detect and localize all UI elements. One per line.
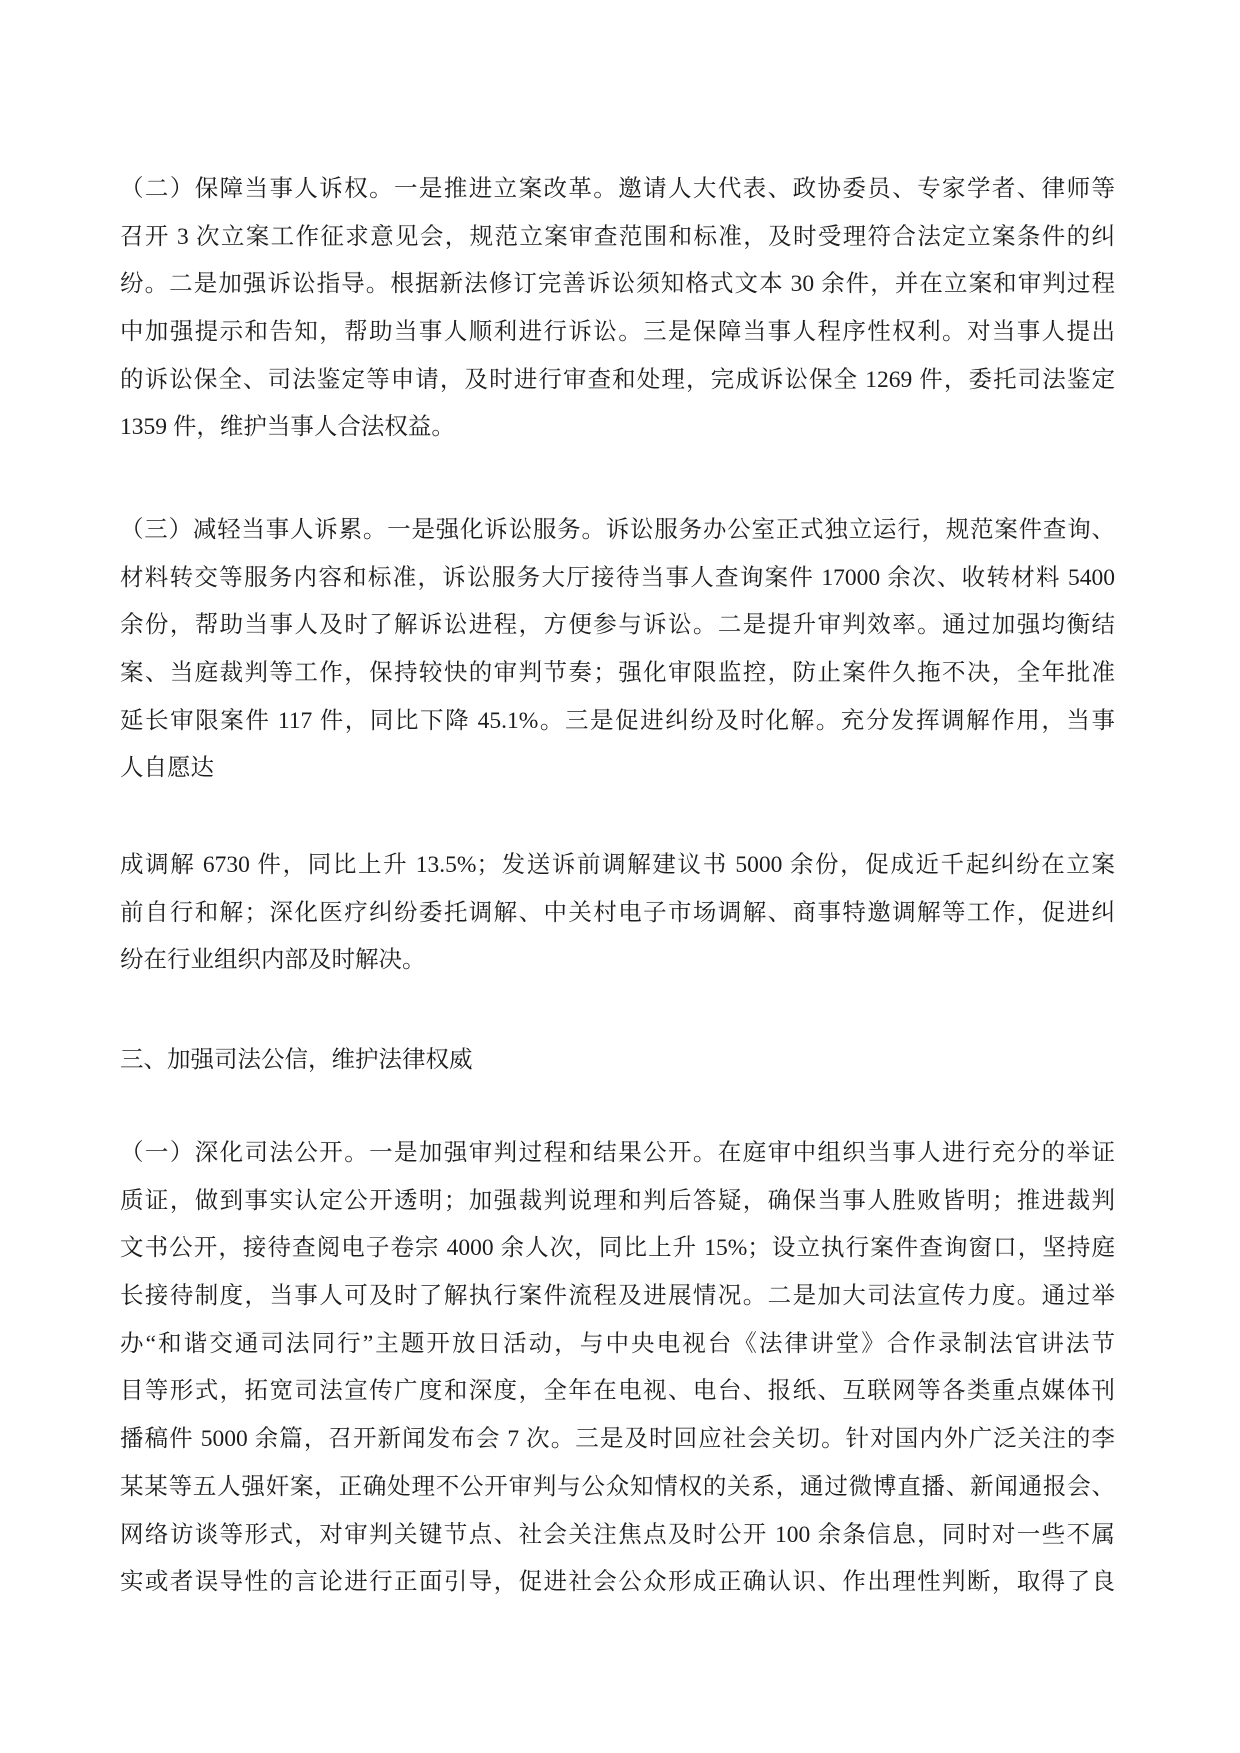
paragraph-line: 办“和谐交通司法同行”主题开放日活动，与中央电视台《法律讲堂》合作录制法官讲法节 [120, 1330, 1115, 1357]
paragraph-line: 纷在行业组织内部及时解决。 [120, 947, 426, 974]
paragraph-line: 目等形式，拓宽司法宣传广度和深度，全年在电视、电台、报纸、互联网等各类重点媒体刊 [120, 1378, 1115, 1405]
paragraph-line: 延长审限案件 117 件，同比下降 45.1%。三是促进纠纷及时化解。充分发挥调解作用，当事 [120, 707, 1115, 734]
paragraph-line: 质证，做到事实认定公开透明；加强裁判说理和判后答疑，确保当事人胜败皆明；推进裁判 [120, 1187, 1115, 1214]
paragraph-line: （一）深化司法公开。一是加强审判过程和结果公开。在庭审中组织当事人进行充分的举证 [120, 1140, 1115, 1166]
paragraph-line: 余份，帮助当事人及时了解诉讼进程，方便参与诉讼。二是提升审判效率。通过加强均衡结 [120, 612, 1115, 639]
paragraph-line: 召开 3 次立案工作征求意见会，规范立案审查范围和标准，及时受理符合法定立案条件的纠 [120, 223, 1115, 250]
paragraph-line: 纷。二是加强诉讼指导。根据新法修订完善诉讼须知格式文本 30 余件，并在立案和审判过程 [120, 271, 1115, 298]
paragraph-line: 1359 件，维护当事人合法权益。 [120, 414, 455, 441]
paragraph-line: 成调解 6730 件，同比上升 13.5%；发送诉前调解建议书 5000 余份，促成近千起纠纷在立案 [120, 852, 1115, 878]
paragraph-judicial-openness [120, 1130, 1115, 1607]
paragraph-reduce-litigation-burden [120, 507, 1115, 793]
paragraph-line: 播稿件 5000 余篇，召开新闻发布会 7 次。三是及时回应社会关切。针对国内外广泛关注的李 [120, 1426, 1115, 1453]
paragraph-line: 长接待制度，当事人可及时了解执行案件流程及进展情况。二是加大司法宣传力度。通过举 [120, 1283, 1115, 1310]
paragraph-line: 文书公开，接待查阅电子卷宗 4000 余人次，同比上升 15%；设立执行案件查询窗口，坚持庭 [120, 1235, 1115, 1262]
paragraph-line: 案、当庭裁判等工作，保持较快的审判节奏；强化审限监控，防止案件久拖不决，全年批准 [120, 660, 1115, 687]
paragraph-mediation-continuation [120, 842, 1115, 985]
paragraph-line: 某某等五人强奸案，正确处理不公开审判与公众知情权的关系，通过微博直播、新闻通报会、 [120, 1473, 1115, 1500]
paragraph-line: （三）减轻当事人诉累。一是强化诉讼服务。诉讼服务办公室正式独立运行，规范案件查询、 [120, 517, 1115, 543]
paragraph-line: 实或者误导性的言论进行正面引导，促进社会公众形成正确认识、作出理性判断，取得了良 [120, 1569, 1115, 1596]
paragraph-line: 人自愿达 [120, 755, 214, 782]
paragraph-line: 材料转交等服务内容和标准，诉讼服务大厅接待当事人查询案件 17000 余次、收转材料 5400 [120, 564, 1115, 591]
paragraph-line: 中加强提示和告知，帮助当事人顺利进行诉讼。三是保障当事人程序性权利。对当事人提出 [120, 319, 1115, 346]
paragraph-line: 前自行和解；深化医疗纠纷委托调解、中关村电子市场调解、商事特邀调解等工作，促进纠 [120, 899, 1115, 926]
paragraph-protect-litigation-rights [120, 166, 1115, 452]
paragraph-line: （二）保障当事人诉权。一是推进立案改革。邀请人大代表、政协委员、专家学者、律师等 [120, 176, 1115, 202]
section-heading [120, 1037, 1115, 1085]
paragraph-line: 网络访谈等形式，对审判关键节点、社会关注焦点及时公开 100 余条信息，同时对一些不属 [120, 1521, 1115, 1548]
paragraph-line: 的诉讼保全、司法鉴定等申请，及时进行审查和处理，完成诉讼保全 1269 件，委托司法鉴定 [120, 366, 1115, 393]
section-heading-text: 三、加强司法公信，维护法律权威 [120, 1047, 473, 1073]
